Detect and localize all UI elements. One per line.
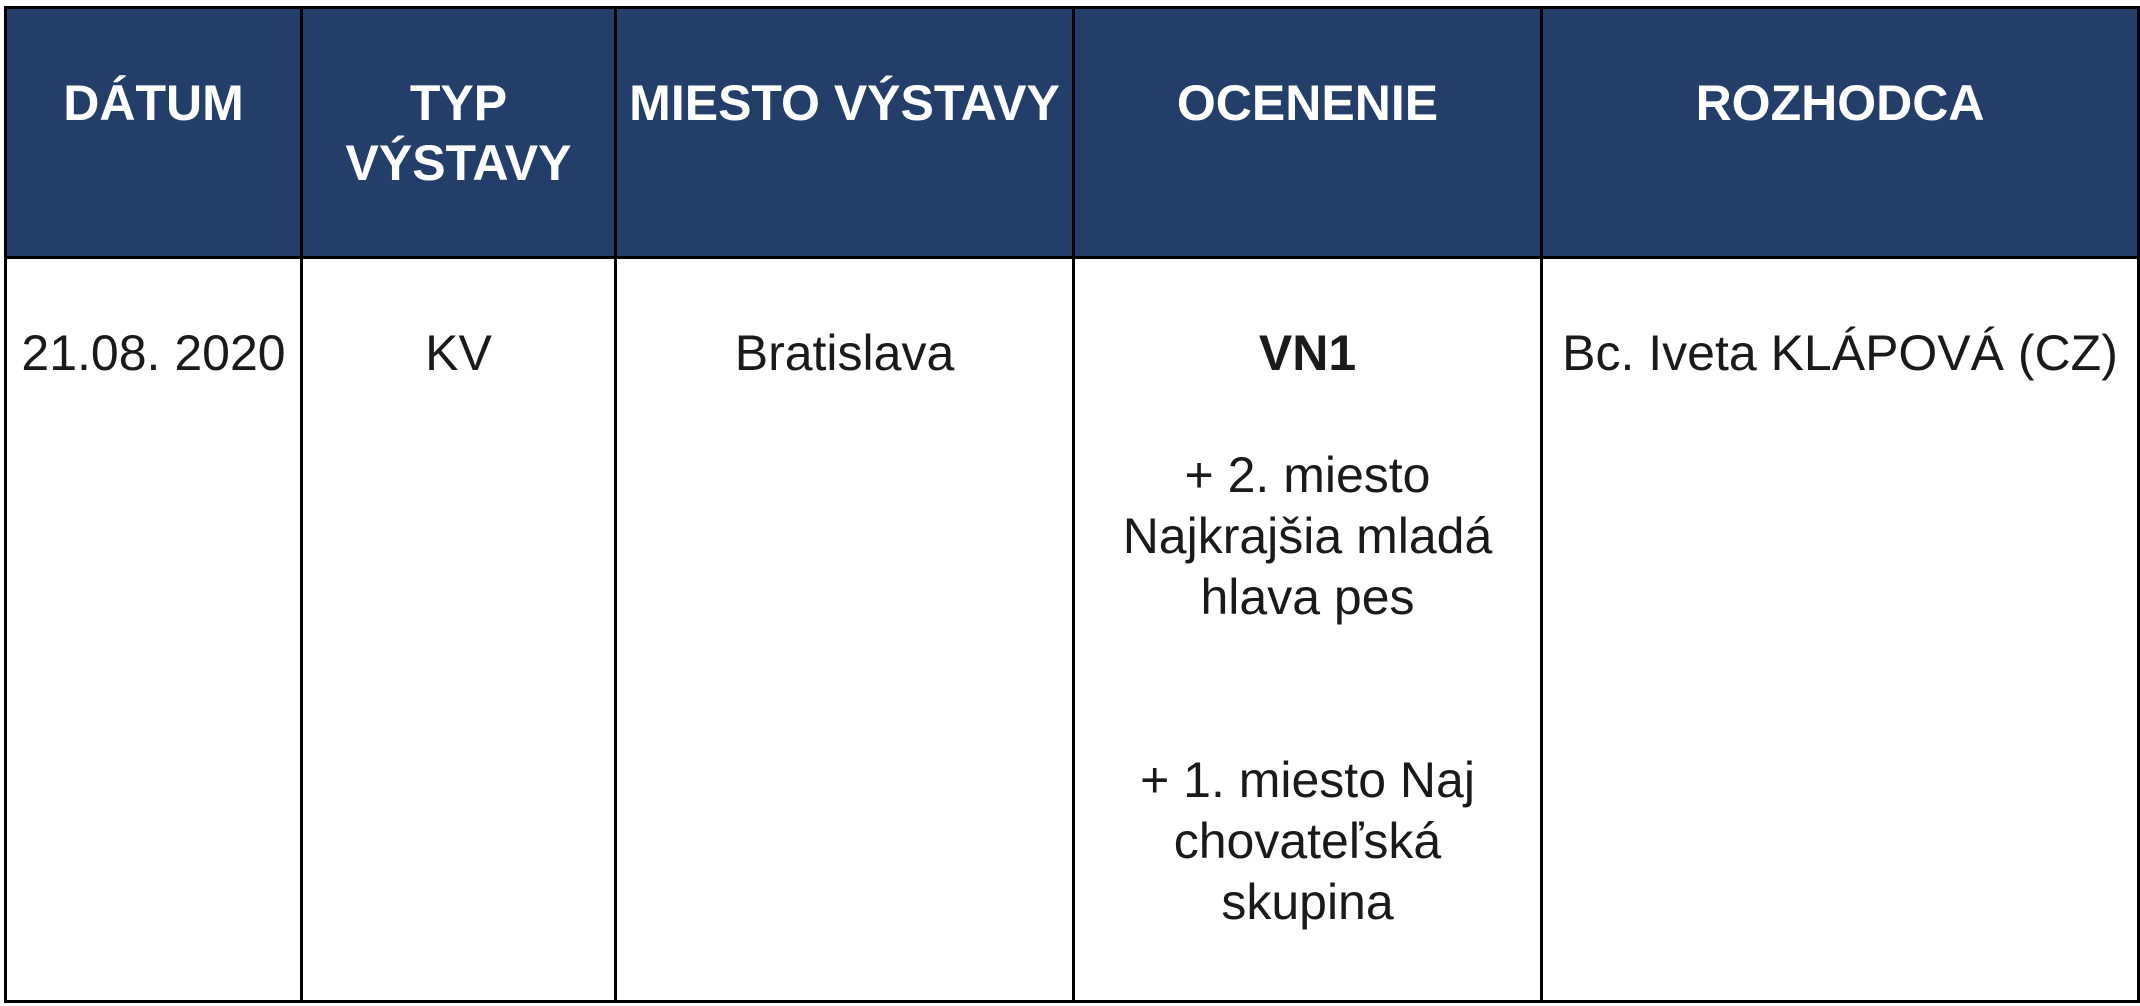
award-extra-2: + 1. miesto Naj chovateľská skupina [1140, 752, 1475, 930]
cell-award [1074, 258, 1542, 1002]
table-row [6, 258, 2139, 1002]
header-location: MIESTO VÝSTAVY [616, 8, 1074, 258]
header-row [6, 8, 2139, 258]
award-title: VN1 [1258, 325, 1357, 381]
header-judge: ROZHODCA [1542, 8, 2139, 258]
award-extra-1: + 2. miesto Najkrajšia mladá hlava pes [1122, 447, 1493, 625]
cell-date: 21.08. 2020 [6, 258, 302, 1002]
cell-judge: Bc. Iveta KLÁPOVÁ (CZ) [1542, 258, 2139, 1002]
table-body [6, 258, 2139, 1002]
header-award: OCENENIE [1074, 8, 1542, 258]
table-header [6, 8, 2139, 258]
show-results-table [4, 6, 2140, 1003]
cell-show-type: KV [302, 258, 616, 1002]
header-date: DÁTUM [6, 8, 302, 258]
cell-location: Bratislava [616, 258, 1074, 1002]
header-show-type: TYP VÝSTAVY [302, 8, 616, 258]
